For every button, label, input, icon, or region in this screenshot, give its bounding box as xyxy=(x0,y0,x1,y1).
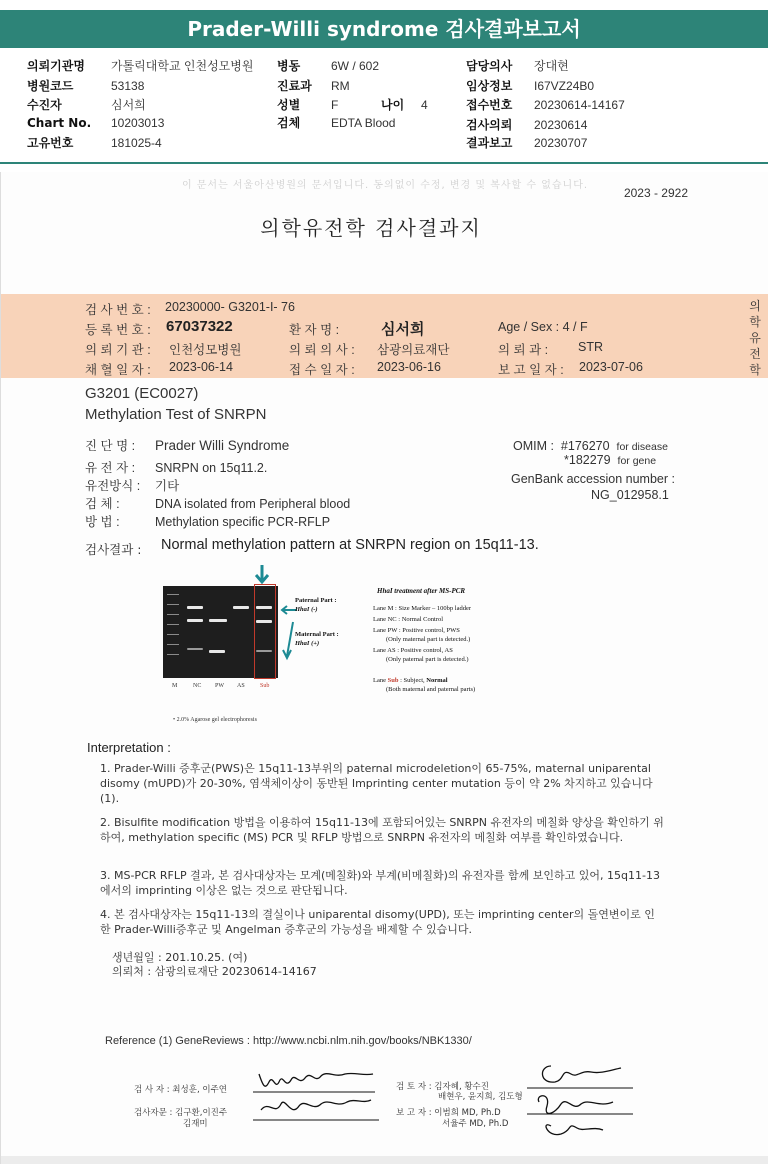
test-no-label: 검 사 번 호 : xyxy=(85,303,151,317)
bottom-strip xyxy=(1,1156,768,1164)
info-unique-no: 고유번호 181025-4 xyxy=(27,136,162,150)
dept-label: 의 뢰 과 : xyxy=(498,343,549,357)
gel-band xyxy=(233,606,249,609)
info-accession: 접수번호 20230614-14167 xyxy=(466,98,625,112)
info-specimen: 검체 EDTA Blood xyxy=(277,116,396,130)
report-date-label: 보 고 일 자 : xyxy=(498,363,564,377)
info-sex: 성별 F xyxy=(277,98,339,112)
reg-no-label: 등 록 번 호 : xyxy=(85,323,151,337)
birth-date: 생년월일 : 201.10.25. (여) xyxy=(112,951,248,964)
info-org: 의뢰기관명 가톨릭대학교 인천성모병원 xyxy=(27,59,254,73)
specimen-row: 검 체 : DNA isolated from Peripheral blood xyxy=(85,497,351,511)
lane-label: PW xyxy=(215,683,224,689)
subject-lane-box xyxy=(254,584,276,679)
figure-note-line: (Only maternal part is detected.) xyxy=(373,636,471,643)
test-name: Methylation Test of SNRPN xyxy=(85,406,267,423)
ladder-band xyxy=(167,604,179,605)
watermark-text: 이 문서는 서울아산병원의 문서입니다. 동의없이 수정, 변경 및 복사할 수 없습니다. xyxy=(181,180,589,191)
info-dept: 진료과 RM xyxy=(277,79,350,93)
info-age: 나이 4 xyxy=(381,98,428,112)
gel-band xyxy=(209,619,227,622)
info-hospital-code: 병원코드 53138 xyxy=(27,79,145,93)
info-chart-no: Chart No. 10203013 xyxy=(27,116,165,130)
receive-date: 2023-06-16 xyxy=(377,360,441,374)
interpretation-title: Interpretation : xyxy=(87,740,171,755)
lane-label: M xyxy=(172,683,178,689)
document-number: 2023 - 2922 xyxy=(623,186,688,200)
arrow-down-icon xyxy=(255,565,269,585)
genbank-number: NG_012958.1 xyxy=(591,488,669,502)
gel-band xyxy=(187,606,203,609)
diagnosis-row: 진 단 명 : Prader Willi Syndrome xyxy=(85,438,290,453)
info-clinical: 임상정보 I67VZ24B0 xyxy=(466,79,595,93)
reviewer-label: 검 토 자 : 김자혜, 황수진 xyxy=(396,1082,489,1092)
doctor-label: 의 뢰 의 사 : xyxy=(289,343,355,357)
advisor-label: 검사자문 : 김구환,이진주 xyxy=(134,1108,228,1118)
examiner-label: 검 사 자 : 최성훈, 이주연 xyxy=(134,1085,227,1095)
patient-info-band xyxy=(1,294,768,378)
maternal-label: Maternal Part : xyxy=(295,631,339,638)
info-report-date: 결과보고 20230707 xyxy=(466,136,588,150)
draw-date: 2023-06-14 xyxy=(169,360,233,374)
ladder-band xyxy=(167,654,179,655)
agarose-note: • 2.0% Agarose gel electrophoresis xyxy=(173,717,257,723)
interpretation-paragraph: 4. 본 검사대상자는 15q11-13의 결실이나 uniparental disomy(UPD), 또는 imprinting center의 돌연변이로 인한 Prader-Willi증후군 및 Angelman 증후군의 가능성을 배제할 수 있습니다. xyxy=(100,908,655,936)
figure-note-line: Lane NC : Normal Control xyxy=(373,616,444,623)
side-vertical-label: 의학유전학 xyxy=(749,299,761,377)
omim-gene: *182279 for gene xyxy=(564,453,657,467)
figure-note-line: Lane PW : Positive control, PWS xyxy=(373,627,460,634)
paternal-label: Paternal Part : xyxy=(295,597,337,604)
maternal-hhai: HhaI (+) xyxy=(295,640,320,647)
report-title-banner: Prader-Willi syndrome 검사결과보고서 xyxy=(0,10,768,48)
ladder-band xyxy=(167,634,179,635)
patient-name-label: 환 자 명 : xyxy=(289,323,340,337)
figure-note-subject: Lane Sub : Subject, Normal xyxy=(373,677,448,684)
requester: 의뢰처 : 삼광의료재단 20230614-14167 xyxy=(112,965,317,978)
reporter-label-2: 서율주 MD, Ph.D xyxy=(442,1119,509,1129)
info-doctor: 담당의사 장대현 xyxy=(466,59,569,73)
report-date: 2023-07-06 xyxy=(579,360,643,374)
reg-no: 67037322 xyxy=(166,318,233,335)
age-sex: Age / Sex : 4 / F xyxy=(498,320,588,334)
test-code: G3201 (EC0027) xyxy=(85,385,199,402)
signature-reviewer-icon xyxy=(521,1056,639,1144)
gel-band xyxy=(187,648,203,650)
draw-date-label: 채 혈 일 자 : xyxy=(85,363,151,377)
ladder-band xyxy=(167,644,179,645)
scanned-report xyxy=(0,172,768,1164)
ladder-band xyxy=(167,624,179,625)
figure-note-line: (Both maternal and paternal parts) xyxy=(373,686,476,693)
doctor: 삼광의료재단 xyxy=(377,343,450,357)
lane-label: Sub xyxy=(260,683,270,689)
info-patient: 수진자 심서희 xyxy=(27,98,146,112)
inheritance-row: 유전방식 : 기타 xyxy=(85,479,180,493)
method-row: 방 법 : Methylation specific PCR-RFLP xyxy=(85,515,331,529)
gel-band xyxy=(209,650,225,653)
figure-notes-title: HhaI treatment after MS-PCR xyxy=(377,587,466,595)
lane-label: AS xyxy=(237,683,245,689)
lane-label: NC xyxy=(193,683,202,689)
receive-date-label: 접 수 일 자 : xyxy=(289,363,355,377)
org-label: 의 뢰 기 관 : xyxy=(85,343,151,357)
report-header-info xyxy=(0,52,768,164)
gel-band xyxy=(187,619,203,622)
dept: STR xyxy=(578,340,603,354)
interpretation-paragraph: 2. Bisulfite modification 방법을 이용하여 15q11-13에 포함되어있는 SNRPN 유전자의 메칠화 양상을 확인하기 위하여, methylation specific (MS) PCR 및 RFLP 방법으로 SNRPN 유전자의 메칠화 여부를 확인하였습니다. xyxy=(100,816,664,844)
ladder-band xyxy=(167,614,179,615)
reference-line: Reference (1) GeneReviews : http://www.ncbi.nlm.nih.gov/books/NBK1330/ xyxy=(105,1035,472,1047)
info-request-date: 검사의뢰 20230614 xyxy=(466,118,588,132)
omim-disease: OMIM : #176270 for disease xyxy=(513,439,668,453)
reviewer-label-2: 배현우, 윤지희, 김도형 xyxy=(438,1092,523,1102)
advisor-label-2: 김재미 xyxy=(183,1119,208,1129)
interpretation-paragraph: 3. MS-PCR RFLP 결과, 본 검사대상자는 모계(메칠화)와 부계(비메칠화)의 유전자를 함께 보인하고 있어, 15q11-13에서의 imprinting 이상은 없는 것으로 판단됩니다. xyxy=(100,869,660,897)
document-title: 의학유전학 검사결과지 xyxy=(260,216,482,240)
genbank-label: GenBank accession number : xyxy=(511,472,675,486)
figure-note-line: (Only paternal part is detected.) xyxy=(373,656,469,663)
patient-name: 심서희 xyxy=(381,321,425,338)
reporter-label: 보 고 자 : 이범희 MD, Ph.D xyxy=(396,1108,501,1118)
info-ward: 병동 6W / 602 xyxy=(277,59,380,73)
paternal-hhai: HhaI (-) xyxy=(295,606,318,613)
test-no: 20230000- G3201-I- 76 xyxy=(165,300,295,314)
signature-examiner-icon xyxy=(245,1060,385,1132)
gene-row: 유 전 자 : SNRPN on 15q11.2. xyxy=(85,461,268,475)
org: 인천성모병원 xyxy=(169,343,242,357)
interpretation-paragraph: 1. Prader-Willi 증후군(PWS)은 15q11-13부위의 paternal microdeletion이 65-75%, maternal uniparental disomy (mUPD)가 20-30%, 염색체이상이 동반된 Imprinting center mutation 등이 약 2% 차지하고 있습니다 (1). xyxy=(100,762,653,805)
result-value: Normal methylation pattern at SNRPN region on 15q11-13. xyxy=(161,537,539,553)
figure-note-line: Lane AS : Positive control, AS xyxy=(373,647,453,654)
result-label: 검사결과 : xyxy=(85,542,142,557)
ladder-band xyxy=(167,594,179,595)
figure-note-line: Lane M : Size Marker – 100bp ladder xyxy=(373,605,472,612)
